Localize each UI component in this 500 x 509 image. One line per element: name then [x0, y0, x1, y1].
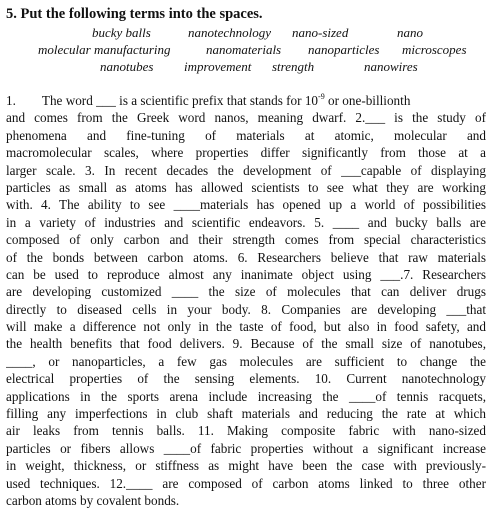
passage-line: macromolecular scales, where properties differ significantly from those at a	[6, 145, 486, 161]
passage-line: air leaks from tennis balls. 11. Making composite fabric with nano-sized	[6, 423, 486, 439]
passage-line: larger scale. 3. In recent decades the development of ___capable of displaying	[6, 162, 486, 178]
passage-line: in weight, thickness, or stiffness as might have been the case with previously-	[6, 458, 486, 474]
item-number: 1.	[6, 93, 16, 108]
passage-line: phenomena and fine-tuning of materials at atomic, molecular and	[6, 127, 486, 143]
passage-line: composed of only carbon and their strength comes from special characteristics	[6, 232, 486, 248]
passage-line: carbon atoms by covalent bonds.	[6, 492, 180, 508]
passage-line: in a variety of industries and scientific endeavors. 5. ____ and bucky balls are	[6, 214, 486, 230]
passage-text	[6, 92, 486, 509]
term-nanomaterials: nanomaterials	[206, 42, 282, 57]
passage-line: of the bonds between carbon atoms. 6. Researchers believe that raw materials	[6, 249, 486, 265]
passage-line: directly to diseased cells in your body. 8. Companies are developing ___that	[6, 301, 486, 317]
term-molecular-manufacturing: molecular manufacturing	[38, 42, 171, 57]
term-nanotechnology: nanotechnology	[188, 25, 272, 40]
term-nano: nano	[397, 25, 423, 40]
term-bank-row	[0, 24, 500, 41]
passage-line: filling any imperfections in club shaft materials and reducing the rate at which	[6, 406, 486, 422]
term-nano-sized: nano-sized	[292, 25, 349, 40]
passage-line: ____, or nanoparticles, a few gas molecules are sufficient to change the	[6, 353, 486, 369]
term-bank-row	[0, 58, 500, 75]
term-nanowires: nanowires	[364, 59, 418, 74]
passage-line: and comes from the Greek word nanos, meaning dwarf. 2.___ is the study of	[6, 110, 486, 126]
term-bank-row	[0, 41, 500, 58]
passage-line: with. 4. The ability to see ____materials has opened up a world of possibilities	[6, 197, 486, 213]
term-strength: strength	[272, 59, 315, 74]
term-nanoparticles: nanoparticles	[308, 42, 380, 57]
term-bucky-balls: bucky balls	[92, 25, 151, 40]
passage-line: can be used to reproduce almost any inanimate object using ___.7. Researchers	[6, 266, 486, 282]
passage-fragment: or one-billionth	[324, 93, 411, 108]
passage-line: are developing customized ____ the size of molecules that can deliver drugs	[6, 284, 486, 300]
passage-line: will make a difference not only in the taste of food, but also in food safety, and	[6, 319, 486, 335]
passage-line: the health benefits that food delivers. 9. Because of the small size of nanotubes,	[6, 336, 486, 352]
passage-line: particles or fibers allows ____of fabric properties without a significant increase	[6, 440, 486, 456]
passage-line: electrical properties of the sensing elements. 10. Current nanotechnology	[6, 371, 486, 387]
exercise-heading: 5. Put the following terms into the spaces.	[6, 6, 263, 22]
passage-line: used techniques. 12.____ are composed of carbon atoms linked to three other	[6, 475, 486, 491]
passage-fragment: The word ___ is a scientific prefix that stands for 10	[41, 93, 319, 108]
passage-line: applications in the sports arena include increasing the ____of tennis racquets,	[6, 388, 486, 404]
term-nanotubes: nanotubes	[100, 59, 154, 74]
passage-line: particles as small as atoms has allowed scientists to see what they are working	[6, 179, 486, 195]
exponent: -9	[318, 92, 325, 101]
term-microscopes: microscopes	[402, 42, 467, 57]
term-improvement: improvement	[184, 59, 252, 74]
passage-line	[6, 92, 486, 109]
